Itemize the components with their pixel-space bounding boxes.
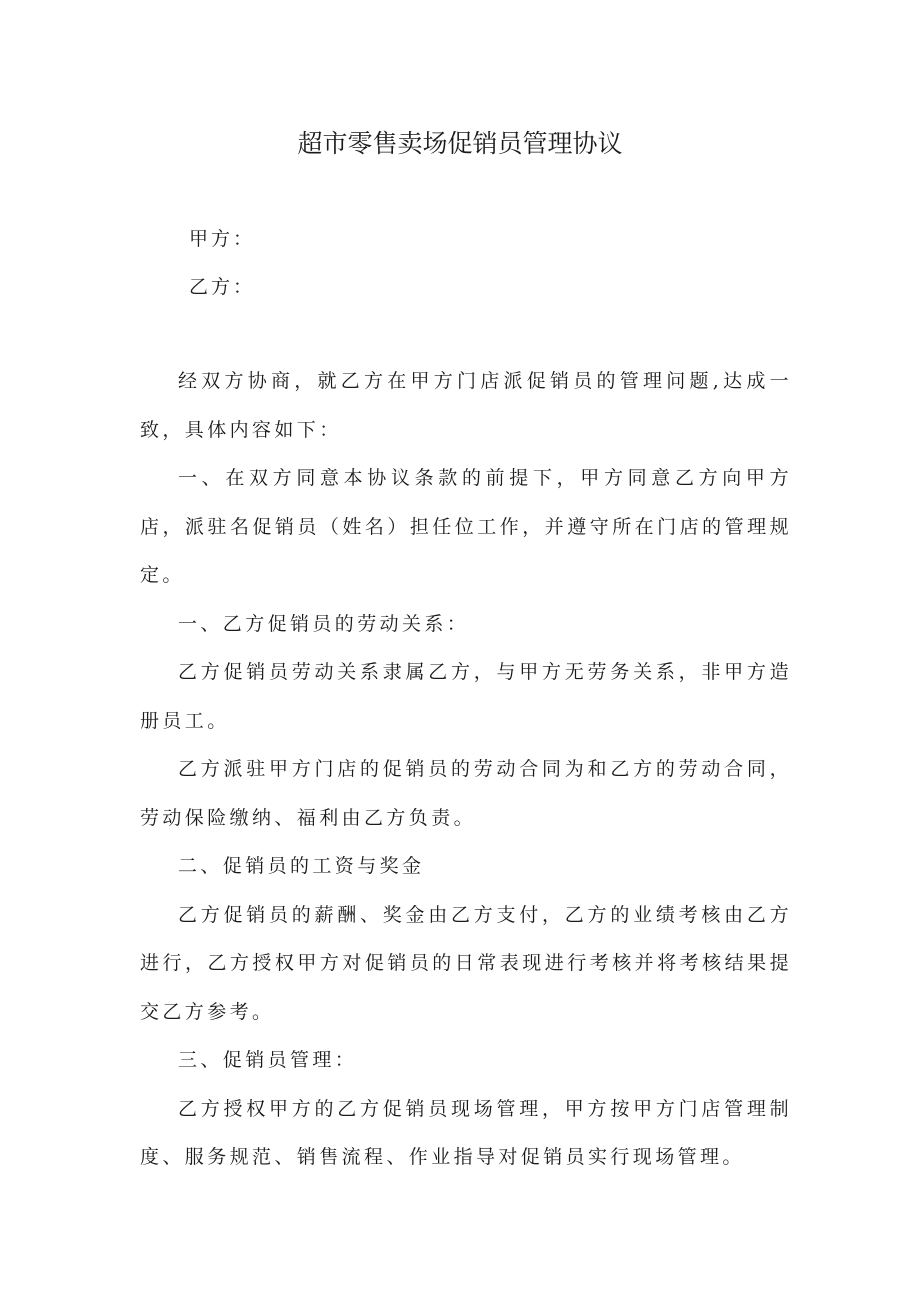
section-heading-salary: 二、促销员的工资与奖金	[178, 855, 425, 877]
document-title: 超市零售卖场促销员管理协议	[297, 129, 623, 158]
section-heading-labor-relation: 一、乙方促销员的劳动关系：	[178, 612, 470, 635]
section-heading-management: 三、促销员管理：	[178, 1049, 358, 1071]
paragraph-salary: 乙方促销员的薪酬、奖金由乙方支付，乙方的业绩考核由乙方进行，乙方授权甲方对促销员的日常表现进行考核并将考核结果提交乙方参考。	[140, 903, 792, 1023]
party-b-label: 乙方：	[189, 276, 256, 298]
paragraph-labor-relation: 乙方促销员劳动关系隶属乙方，与甲方无劳务关系，非甲方造册员工。	[140, 661, 792, 732]
agreement-body	[140, 357, 792, 1182]
party-a-label: 甲方：	[189, 228, 256, 250]
paragraph-clause-1: 一、在双方同意本协议条款的前提下，甲方同意乙方向甲方店，派驻名促销员（姓名）担任位工作，并遵守所在门店的管理规定。	[140, 467, 792, 586]
paragraph-intro: 经双方协商，就乙方在甲方门店派促销员的管理问题,达成一致，具体内容如下：	[140, 370, 792, 441]
paragraph-labor-contract: 乙方派驻甲方门店的促销员的劳动合同为和乙方的劳动合同，劳动保险缴纳、福利由乙方负责。	[140, 758, 792, 829]
paragraph-management: 乙方授权甲方的乙方促销员现场管理，甲方按甲方门店管理制度、服务规范、销售流程、作业指导对促销员实行现场管理。	[140, 1097, 792, 1168]
